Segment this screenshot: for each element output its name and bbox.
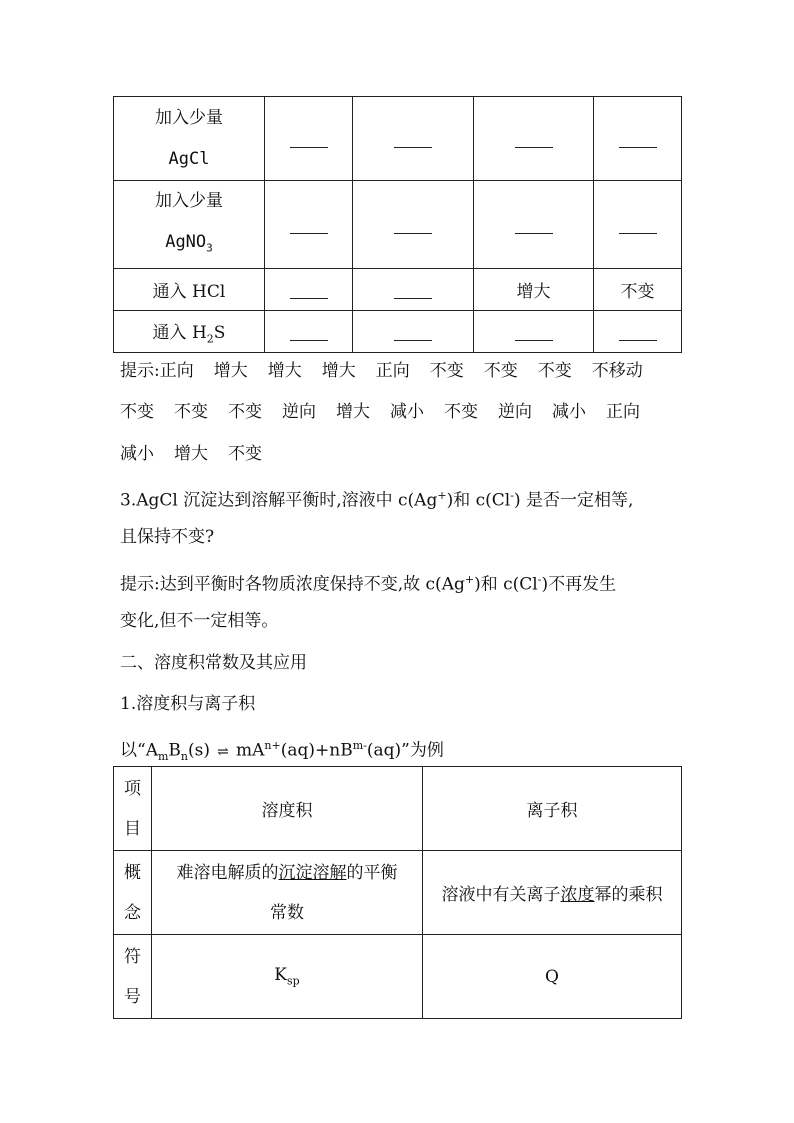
answer-blank [594, 97, 682, 181]
equilibrium-arrow-icon: ⇌ [217, 743, 229, 760]
table-row [114, 97, 682, 181]
answer-blank [265, 269, 353, 311]
ksp-concept: 难溶电解质的沉淀溶解的平衡 常数 [152, 851, 423, 935]
ksp-q-table [113, 766, 682, 1019]
table-row [114, 311, 682, 353]
answer-blank [474, 97, 594, 181]
hint-2-line-1: 提示:达到平衡时各物质浓度保持不变,故 c(Ag+)和 c(Cl-)不再发生 [120, 573, 617, 595]
table-row [114, 181, 682, 269]
row-label: 加入少量 AgCl [114, 97, 265, 181]
answer-blank [265, 181, 353, 269]
hint-line-3: 减小 增大 不变 [120, 444, 262, 464]
answer-blank [353, 181, 474, 269]
subsection-1-title: 1.溶度积与离子积 [120, 694, 256, 714]
q-symbol: Q [423, 935, 682, 1019]
row-label: 通入 $H_2S$ [114, 311, 265, 353]
answer-blank [474, 311, 594, 353]
answer-blank [353, 97, 474, 181]
answer-blank [594, 181, 682, 269]
answer-blank [594, 311, 682, 353]
q-concept: 溶液中有关离子浓度幂的乘积 [423, 851, 682, 935]
table-row [114, 269, 682, 311]
row-label: 加入少量 AgNO$_3$ [114, 181, 265, 269]
answer-blank [474, 181, 594, 269]
hint-2-line-2: 变化,但不一定相等。 [120, 611, 279, 631]
ksp-symbol: $K_{sp}$ [152, 935, 423, 1019]
section-2-title: 二、溶度积常数及其应用 [120, 653, 307, 673]
row-label: 通入 HCl [114, 269, 265, 311]
table-cell: 不变 [594, 269, 682, 311]
table-header-row [114, 767, 682, 851]
hint-line-1: 提示:正向 增大 增大 增大 正向 不变 不变 不变 不移动 [120, 361, 643, 381]
header-ksp: 溶度积 [152, 767, 423, 851]
table-row [114, 851, 682, 935]
header-item: 项 目 [114, 767, 152, 851]
hint-line-2: 不变 不变 不变 逆向 增大 减小 不变 逆向 减小 正向 [120, 402, 640, 422]
answer-blank [353, 311, 474, 353]
answer-blank [353, 269, 474, 311]
answer-blank [265, 97, 353, 181]
table-cell: 增大 [474, 269, 594, 311]
table-row [114, 935, 682, 1019]
row-label: 符 号 [114, 935, 152, 1019]
question-3-line-1: 3.AgCl 沉淀达到溶解平衡时,溶液中 c(Ag+)和 c(Cl-) 是否一定相等, [120, 489, 634, 511]
equilibrium-shift-table [113, 96, 682, 353]
answer-blank [265, 311, 353, 353]
row-label: 概 念 [114, 851, 152, 935]
header-q: 离子积 [423, 767, 682, 851]
question-3-line-2: 且保持不变? [120, 527, 215, 547]
example-equation: 以“$A_mB_n(s)$ ⇌ $mA^{n+}(aq)+nB^{m-}(aq)$”为例 [120, 726, 444, 766]
